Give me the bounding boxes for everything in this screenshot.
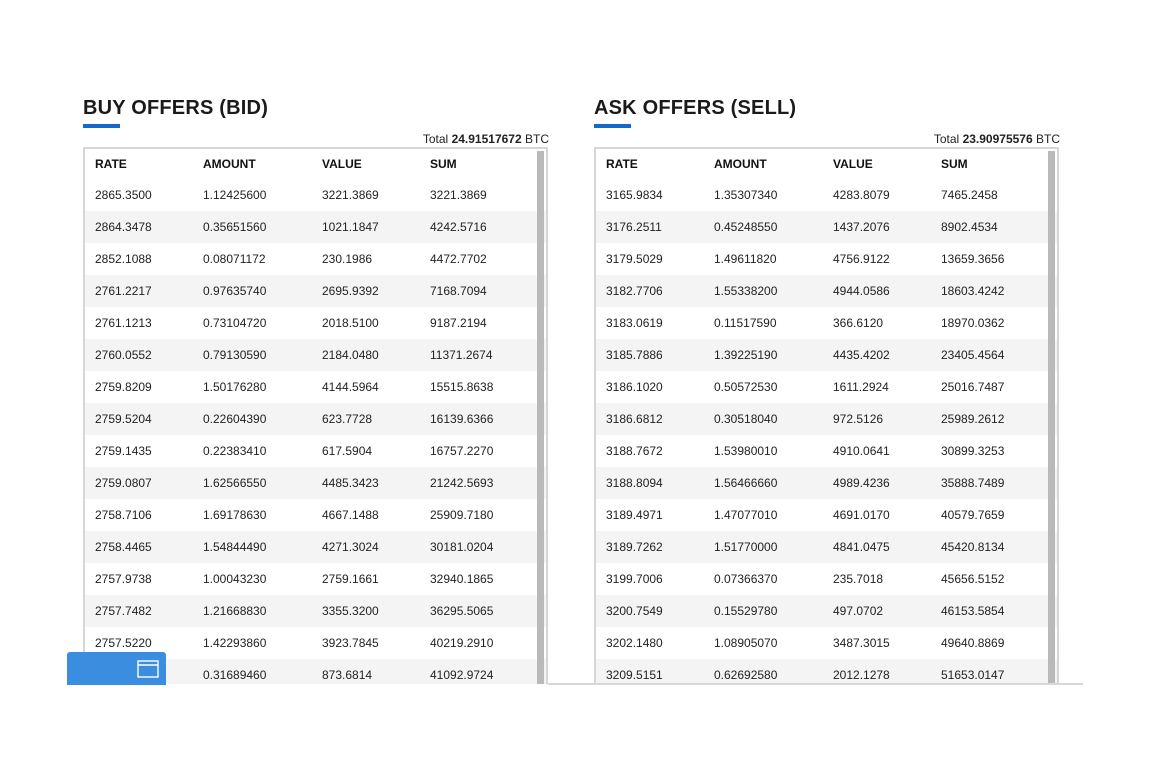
cell-value: 2184.0480 xyxy=(322,348,379,362)
cell-amount: 1.42293860 xyxy=(203,636,267,650)
cell-amount: 1.00043230 xyxy=(203,572,267,586)
cell-amount: 1.50176280 xyxy=(203,380,267,394)
cell-sum: 18970.0362 xyxy=(941,316,1005,330)
table-row[interactable] xyxy=(596,467,1057,499)
cell-value: 235.7018 xyxy=(833,572,884,586)
cell-amount: 1.62566550 xyxy=(203,476,267,490)
cell-value: 617.5904 xyxy=(322,444,373,458)
column-header-sum: SUM xyxy=(430,157,457,171)
table-row[interactable] xyxy=(596,499,1057,531)
cell-sum: 36295.5065 xyxy=(430,604,494,618)
cell-amount: 0.22383410 xyxy=(203,444,267,458)
ask-total-value: 23.90975576 xyxy=(962,132,1033,146)
cell-amount: 1.55338200 xyxy=(714,284,778,298)
cell-amount: 1.51770000 xyxy=(714,540,778,554)
cell-sum: 18603.4242 xyxy=(941,284,1005,298)
cell-rate: 3200.7549 xyxy=(606,604,663,618)
column-header-amount: AMOUNT xyxy=(714,157,767,171)
cell-rate: 3186.1020 xyxy=(606,380,663,394)
cell-amount: 0.08071172 xyxy=(203,252,266,266)
cell-rate: 2759.1435 xyxy=(95,444,152,458)
cell-amount: 0.97635740 xyxy=(203,284,267,298)
table-row[interactable] xyxy=(85,243,546,275)
table-row[interactable] xyxy=(596,595,1057,627)
cell-value: 4667.1488 xyxy=(322,508,379,522)
table-row[interactable] xyxy=(85,435,546,467)
cell-value: 4989.4236 xyxy=(833,476,890,490)
cell-value: 4283.8079 xyxy=(833,188,890,202)
cell-sum: 13659.3656 xyxy=(941,252,1005,266)
cell-rate: 3186.6812 xyxy=(606,412,663,426)
ask-table[interactable] xyxy=(594,147,1059,684)
cell-rate: 3199.7006 xyxy=(606,572,663,586)
table-row[interactable] xyxy=(85,595,546,627)
column-header-amount: AMOUNT xyxy=(203,157,256,171)
table-row[interactable] xyxy=(85,531,546,563)
cell-rate: 2757.9738 xyxy=(95,572,152,586)
table-row[interactable] xyxy=(596,275,1057,307)
cell-amount: 0.79130590 xyxy=(203,348,267,362)
table-row[interactable] xyxy=(85,179,546,211)
cell-amount: 0.22604390 xyxy=(203,412,267,426)
cell-value: 4271.3024 xyxy=(322,540,379,554)
cell-sum: 46153.5854 xyxy=(941,604,1005,618)
cell-rate: 3165.9834 xyxy=(606,188,663,202)
table-row[interactable] xyxy=(596,307,1057,339)
cell-sum: 4242.5716 xyxy=(430,220,487,234)
cell-amount: 1.56466660 xyxy=(714,476,778,490)
chat-widget-button[interactable] xyxy=(67,652,166,685)
cell-amount: 0.30518040 xyxy=(714,412,778,426)
bid-total-value: 24.91517672 xyxy=(451,132,522,146)
cell-sum: 30181.0204 xyxy=(430,540,494,554)
cell-rate: 3176.2511 xyxy=(606,220,662,234)
cell-value: 3355.3200 xyxy=(322,604,379,618)
cell-rate: 2757.5220 xyxy=(95,636,152,650)
cell-amount: 1.49611820 xyxy=(714,252,777,266)
cell-value: 4485.3423 xyxy=(322,476,379,490)
table-row[interactable] xyxy=(85,403,546,435)
table-row[interactable] xyxy=(85,339,546,371)
cell-value: 3221.3869 xyxy=(322,188,379,202)
cell-sum: 35888.7489 xyxy=(941,476,1005,490)
cell-value: 3487.3015 xyxy=(833,636,890,650)
cell-sum: 25989.2612 xyxy=(941,412,1005,426)
cell-sum: 4472.7702 xyxy=(430,252,487,266)
cell-rate: 3188.8094 xyxy=(606,476,663,490)
cell-value: 1611.2924 xyxy=(833,380,889,394)
cell-rate: 3189.7262 xyxy=(606,540,663,554)
cell-amount: 1.54844490 xyxy=(203,540,267,554)
table-header xyxy=(85,149,546,179)
cell-sum: 21242.5693 xyxy=(430,476,494,490)
cell-amount: 1.47077010 xyxy=(714,508,778,522)
bid-scrollbar[interactable] xyxy=(537,151,544,684)
cell-sum: 25909.7180 xyxy=(430,508,494,522)
cell-amount: 0.73104720 xyxy=(203,316,267,330)
cell-value: 4756.9122 xyxy=(833,252,890,266)
cell-amount: 1.12425600 xyxy=(203,188,267,202)
bid-table[interactable] xyxy=(83,147,548,684)
cell-value: 4944.0586 xyxy=(833,284,890,298)
ask-title-underline xyxy=(594,124,631,128)
cell-rate: 2757.7482 xyxy=(95,604,152,618)
column-header-sum: SUM xyxy=(941,157,968,171)
cell-sum: 9187.2194 xyxy=(430,316,487,330)
cell-rate: 3183.0619 xyxy=(606,316,663,330)
cell-value: 230.1986 xyxy=(322,252,373,266)
cell-value: 366.6120 xyxy=(833,316,884,330)
cell-sum: 32940.1865 xyxy=(430,572,494,586)
cell-rate: 2761.1213 xyxy=(95,316,152,330)
cell-sum: 51653.0147 xyxy=(941,668,1005,682)
bid-rows xyxy=(85,179,546,684)
cell-sum: 45656.5152 xyxy=(941,572,1005,586)
cell-sum: 40219.2910 xyxy=(430,636,494,650)
cell-amount: 0.11517590 xyxy=(714,316,777,330)
cell-rate: 3179.5029 xyxy=(606,252,663,266)
table-row[interactable] xyxy=(596,339,1057,371)
table-row[interactable] xyxy=(85,499,546,531)
table-row[interactable] xyxy=(596,179,1057,211)
table-row[interactable] xyxy=(596,531,1057,563)
bid-title: BUY OFFERS (BID) xyxy=(83,97,269,119)
cell-value: 873.6814 xyxy=(322,668,373,682)
cell-rate: 2865.3500 xyxy=(95,188,152,202)
cell-value: 4841.0475 xyxy=(833,540,890,554)
cell-sum: 15515.8638 xyxy=(430,380,494,394)
table-row[interactable] xyxy=(596,627,1057,659)
ask-scrollbar-thumb[interactable] xyxy=(1048,151,1055,684)
ask-scrollbar[interactable] xyxy=(1048,151,1055,684)
cell-value: 4144.5964 xyxy=(322,380,379,394)
divider xyxy=(548,683,1083,685)
cell-sum: 30899.3253 xyxy=(941,444,1005,458)
cell-rate: 2759.0807 xyxy=(95,476,152,490)
cell-sum: 8902.4534 xyxy=(941,220,998,234)
cell-value: 3923.7845 xyxy=(322,636,379,650)
bid-panel xyxy=(83,95,551,682)
column-header-rate: RATE xyxy=(606,157,638,171)
cell-sum: 7168.7094 xyxy=(430,284,487,298)
cell-amount: 1.69178630 xyxy=(203,508,267,522)
table-row[interactable] xyxy=(85,371,546,403)
table-row[interactable] xyxy=(85,563,546,595)
table-row[interactable] xyxy=(596,211,1057,243)
cell-rate: 2864.3478 xyxy=(95,220,152,234)
cell-amount: 1.21668830 xyxy=(203,604,267,618)
cell-value: 972.5126 xyxy=(833,412,884,426)
cell-value: 2759.1661 xyxy=(322,572,379,586)
cell-sum: 23405.4564 xyxy=(941,348,1005,362)
cell-rate: 3189.4971 xyxy=(606,508,663,522)
cell-value: 623.7728 xyxy=(322,412,373,426)
cell-value: 4910.0641 xyxy=(833,444,890,458)
cell-amount: 0.45248550 xyxy=(714,220,778,234)
cell-rate: 3209.5151 xyxy=(606,668,663,682)
cell-value: 1021.1847 xyxy=(322,220,379,234)
cell-rate: 2761.2217 xyxy=(95,284,152,298)
ask-title: ASK OFFERS (SELL) xyxy=(594,97,797,119)
cell-sum: 7465.2458 xyxy=(941,188,998,202)
cell-sum: 11371.2674 xyxy=(430,348,493,362)
cell-amount: 0.07366370 xyxy=(714,572,778,586)
cell-value: 1437.2076 xyxy=(833,220,890,234)
cell-rate: 2852.1088 xyxy=(95,252,152,266)
cell-rate: 2759.5204 xyxy=(95,412,152,426)
cell-amount: 0.62692580 xyxy=(714,668,778,682)
table-row[interactable] xyxy=(85,211,546,243)
cell-value: 2695.9392 xyxy=(322,284,379,298)
table-row[interactable] xyxy=(596,563,1057,595)
table-row[interactable] xyxy=(85,467,546,499)
cell-value: 497.0702 xyxy=(833,604,884,618)
ask-total-unit: BTC xyxy=(1036,132,1060,146)
table-row[interactable] xyxy=(596,659,1057,684)
cell-value: 2018.5100 xyxy=(322,316,379,330)
cell-rate: 3182.7706 xyxy=(606,284,663,298)
cell-rate: 2759.8209 xyxy=(95,380,152,394)
cell-rate: 3188.7672 xyxy=(606,444,663,458)
cell-amount: 0.15529780 xyxy=(714,604,778,618)
cell-amount: 0.35651560 xyxy=(203,220,267,234)
cell-rate: 2758.4465 xyxy=(95,540,152,554)
bid-total-label: Total xyxy=(422,132,449,146)
table-row[interactable] xyxy=(596,243,1057,275)
cell-sum: 45420.8134 xyxy=(941,540,1005,554)
table-row[interactable] xyxy=(596,403,1057,435)
cell-sum: 16757.2270 xyxy=(430,444,494,458)
cell-rate: 3202.1480 xyxy=(606,636,663,650)
table-row[interactable] xyxy=(596,435,1057,467)
column-header-rate: RATE xyxy=(95,157,127,171)
cell-amount: 1.35307340 xyxy=(714,188,778,202)
bid-title-underline xyxy=(83,124,120,128)
cell-sum: 25016.7487 xyxy=(941,380,1005,394)
cell-rate: 3185.7886 xyxy=(606,348,663,362)
window-icon xyxy=(137,660,159,678)
table-row[interactable] xyxy=(85,307,546,339)
cell-rate: 2758.7106 xyxy=(95,508,152,522)
cell-amount: 1.39225190 xyxy=(714,348,778,362)
ask-total xyxy=(594,131,1062,147)
bid-total-unit: BTC xyxy=(525,132,549,146)
cell-sum: 40579.7659 xyxy=(941,508,1005,522)
cell-value: 4691.0170 xyxy=(833,508,890,522)
bid-total xyxy=(83,131,551,147)
cell-amount: 1.53980010 xyxy=(714,444,778,458)
table-row[interactable] xyxy=(85,275,546,307)
cell-amount: 1.08905070 xyxy=(714,636,778,650)
cell-amount: 0.31689460 xyxy=(203,668,267,682)
cell-value: 4435.4202 xyxy=(833,348,890,362)
ask-total-label: Total xyxy=(933,132,960,146)
column-header-value: VALUE xyxy=(322,157,362,171)
cell-sum: 41092.9724 xyxy=(430,668,494,682)
cell-sum: 3221.3869 xyxy=(430,188,487,202)
ask-panel xyxy=(594,95,1062,682)
table-header xyxy=(596,149,1057,179)
column-header-value: VALUE xyxy=(833,157,873,171)
cell-amount: 0.50572530 xyxy=(714,380,778,394)
bid-scrollbar-thumb[interactable] xyxy=(537,151,544,684)
cell-value: 2012.1278 xyxy=(833,668,890,682)
cell-sum: 49640.8869 xyxy=(941,636,1005,650)
ask-rows xyxy=(596,179,1057,684)
cell-sum: 16139.6366 xyxy=(430,412,494,426)
table-row[interactable] xyxy=(596,371,1057,403)
cell-rate: 2760.0552 xyxy=(95,348,152,362)
